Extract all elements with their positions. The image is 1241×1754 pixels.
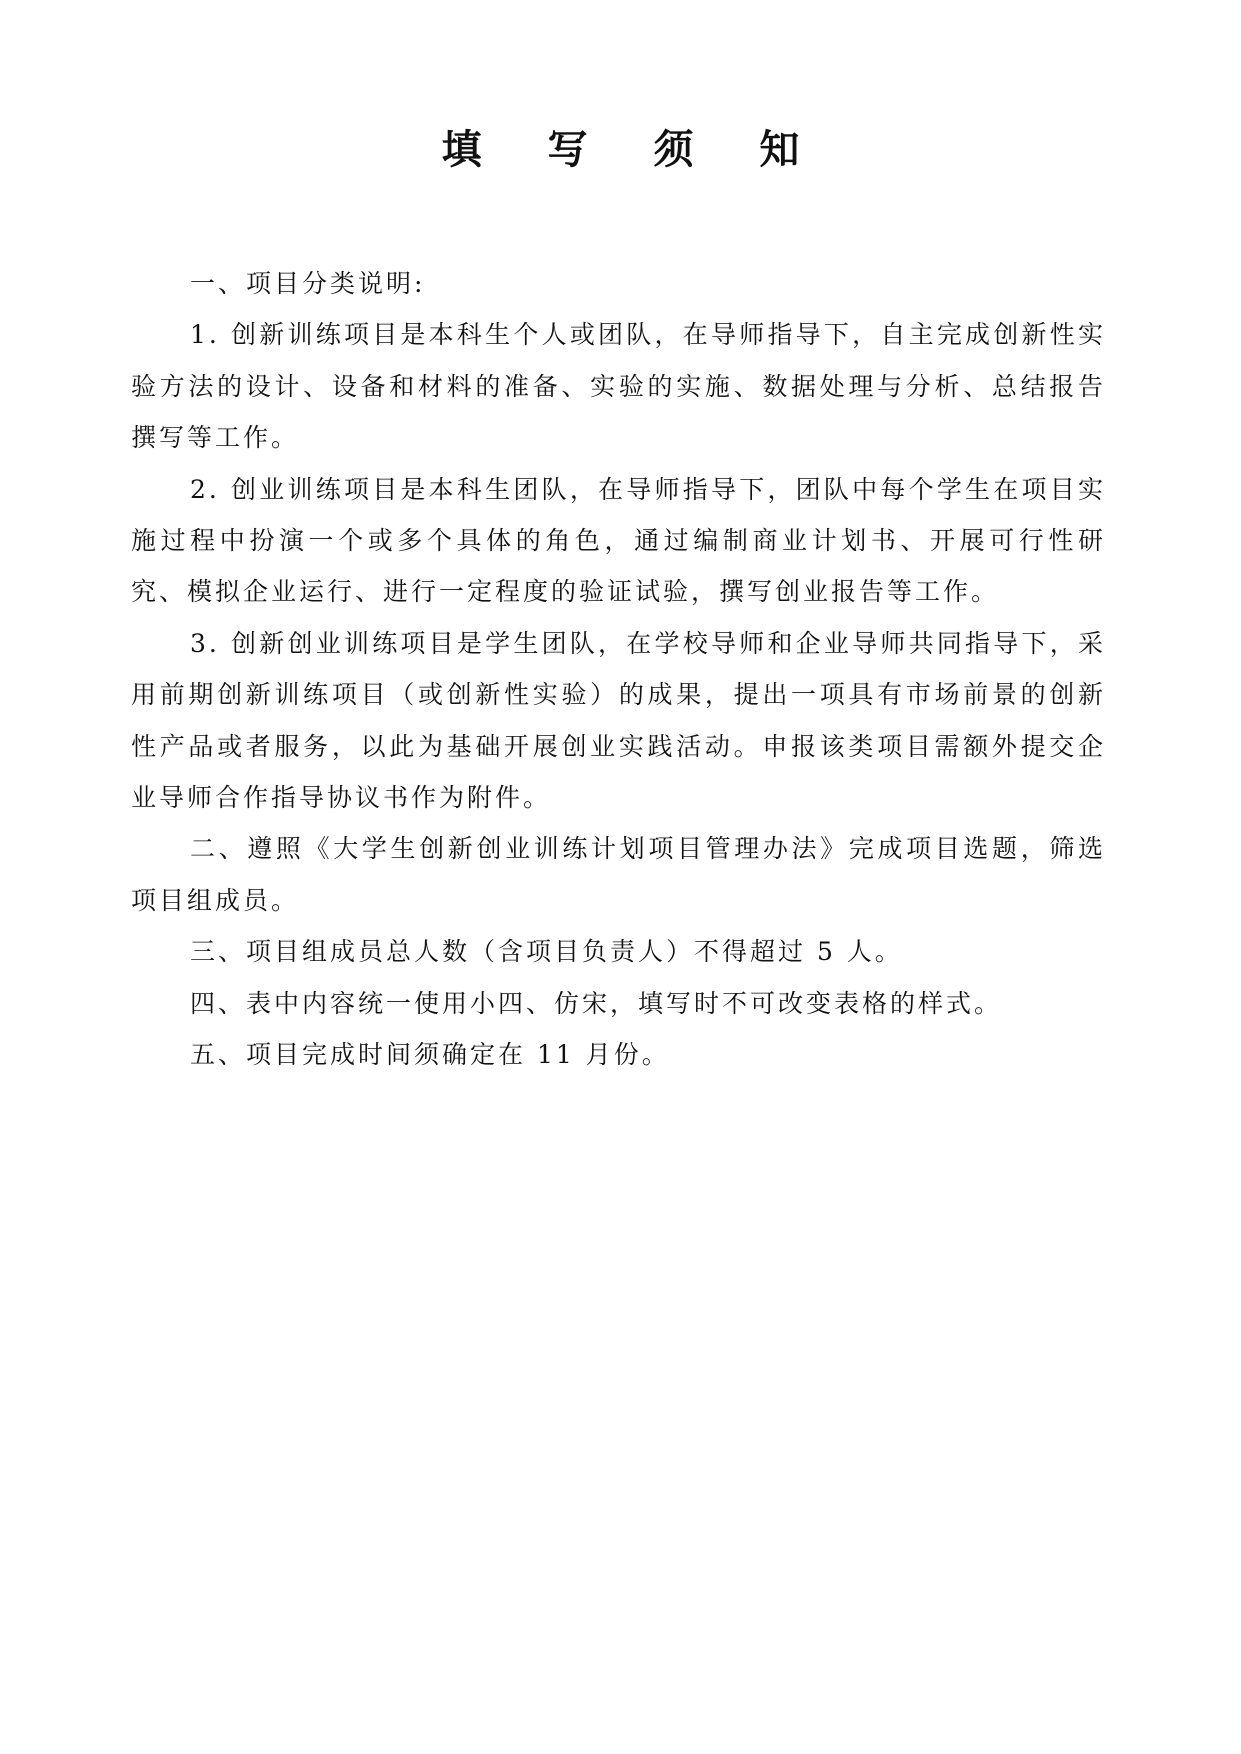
paragraph-innovation-training: 1. 创新训练项目是本科生个人或团队，在导师指导下，自主完成创新性实验方法的设计、设备和材料的准备、实验的实施、数据处理与分析、总结报告撰写等工作。 — [131, 320, 1106, 453]
paragraph-entrepreneurship-training: 2. 创业训练项目是本科生团队，在导师指导下，团队中每个学生在项目实施过程中扮演一个或多个具体的角色，通过编制商业计划书、开展可行性研究、模拟企业运行、进行一定程度的验证试验，撰写创业报告等工作。 — [131, 474, 1106, 607]
instructions-body — [131, 258, 1106, 1081]
paragraph-format-rules: 四、表中内容统一使用小四、仿宋，填写时不可改变表格的样式。 — [190, 988, 1003, 1018]
paragraph-team-size: 三、项目组成员总人数（含项目负责人）不得超过 5 人。 — [190, 937, 903, 967]
paragraph-project-selection: 二、遵照《大学生创新创业训练计划项目管理办法》完成项目选题，筛选项目组成员。 — [131, 834, 1106, 915]
document-title: 填 写 须 知 — [441, 126, 826, 173]
section-heading-category: 一、项目分类说明: — [190, 269, 426, 298]
paragraph-innovation-entrepreneurship-training: 3. 创新创业训练项目是学生团队，在学校导师和企业导师共同指导下，采用前期创新训练项目（或创新性实验）的成果，提出一项具有市场前景的创新性产品或者服务，以此为基础开展创业实践活动。申报该类项目需额外提交企业导师合作指导协议书作为附件。 — [131, 628, 1106, 813]
paragraph-completion-time: 五、项目完成时间须确定在 11 月份。 — [190, 1040, 670, 1070]
